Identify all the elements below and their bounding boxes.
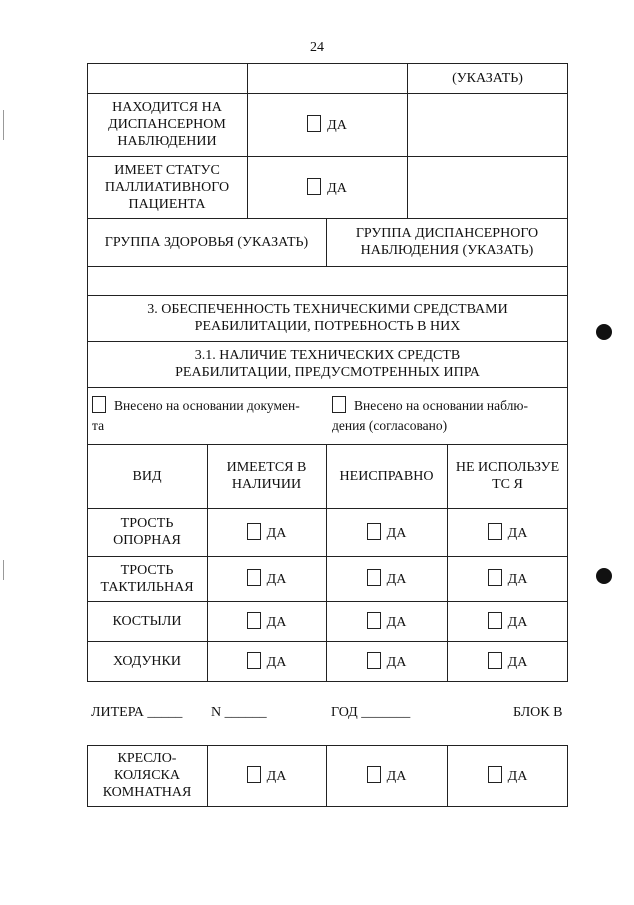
checkbox-square-icon[interactable] bbox=[488, 569, 502, 586]
scan-edge-mark bbox=[3, 560, 4, 580]
litera-field[interactable]: ЛИТЕРА _____ bbox=[91, 705, 183, 720]
section-3-1-title: 3.1. НАЛИЧИЕ ТЕХНИЧЕСКИХ СРЕДСТВ РЕАБИЛИТАЦИИ, ПРЕДУСМОТРЕННЫХ ИПРА bbox=[175, 348, 480, 380]
checkbox-square-icon[interactable] bbox=[367, 612, 381, 629]
header-type: ВИД bbox=[132, 468, 162, 484]
header-not-used: НЕ ИСПОЛЬЗУЕТС Я bbox=[455, 460, 560, 492]
specify-label: (УКАЗАТЬ) bbox=[452, 71, 523, 86]
row-name: ТРОСТЬ ОПОРНАЯ bbox=[113, 516, 181, 548]
wheelchair-check-not-used[interactable]: ДА bbox=[447, 745, 568, 806]
checkbox-square-icon[interactable] bbox=[247, 569, 261, 586]
row-name: ХОДУНКИ bbox=[112, 653, 181, 669]
row-check-not-used[interactable]: ДА bbox=[447, 601, 568, 641]
health-group-label: ГРУППА ЗДОРОВЬЯ (УКАЗАТЬ) bbox=[104, 234, 309, 250]
dispensary-checkbox[interactable]: ДА bbox=[247, 93, 407, 156]
dispensary-label: НАХОДИТСЯ НА ДИСПАНСЕРНОМ НАБЛЮДЕНИИ bbox=[108, 100, 226, 149]
row-check-faulty[interactable]: ДА bbox=[326, 641, 447, 681]
checkbox-square-icon[interactable] bbox=[247, 612, 261, 629]
checkbox-square-icon[interactable] bbox=[488, 612, 502, 629]
punch-hole bbox=[596, 568, 612, 584]
checkbox-square-icon[interactable] bbox=[367, 523, 381, 540]
checkbox-square-icon[interactable] bbox=[332, 396, 346, 413]
wheelchair-check-available[interactable]: ДА bbox=[207, 745, 326, 806]
checkbox-square-icon[interactable] bbox=[367, 652, 381, 669]
row-check-not-used[interactable]: ДА bbox=[447, 641, 568, 681]
row-check-available[interactable]: ДА bbox=[207, 601, 326, 641]
row-check-available[interactable]: ДА bbox=[207, 508, 326, 556]
row-check-faulty[interactable]: ДА bbox=[326, 601, 447, 641]
checkbox-square-icon[interactable] bbox=[247, 523, 261, 540]
row-name: ТРОСТЬ ТАКТИЛЬНАЯ bbox=[100, 562, 194, 595]
section-3-title: 3. ОБЕСПЕЧЕННОСТЬ ТЕХНИЧЕСКИМИ СРЕДСТВАМИ РЕАБИЛИТАЦИИ, ПОТРЕБНОСТЬ В НИХ bbox=[147, 302, 508, 334]
checkbox-square-icon[interactable] bbox=[488, 652, 502, 669]
wheelchair-label: КРЕСЛО-КОЛЯСКА КОМНАТНАЯ bbox=[102, 751, 192, 800]
year-field[interactable]: ГОД _______ bbox=[331, 705, 411, 720]
checkbox-square-icon[interactable] bbox=[307, 178, 321, 195]
dispensary-group-label: ГРУППА ДИСПАНСЕРНОГО НАБЛЮДЕНИЯ (УКАЗАТЬ) bbox=[355, 226, 539, 258]
page-number: 24 bbox=[310, 40, 324, 55]
checkbox-square-icon[interactable] bbox=[247, 652, 261, 669]
checkbox-square-icon[interactable] bbox=[367, 569, 381, 586]
row-check-not-used[interactable]: ДА bbox=[447, 508, 568, 556]
basis-observation-option[interactable]: Внесено на основании наблю- дения (согласовано) bbox=[332, 398, 529, 433]
checkbox-square-icon[interactable] bbox=[307, 115, 321, 132]
checkbox-square-icon[interactable] bbox=[367, 766, 381, 783]
row-check-available[interactable]: ДА bbox=[207, 641, 326, 681]
header-available: ИМЕЕТСЯ В НАЛИЧИИ bbox=[226, 460, 307, 492]
row-check-faulty[interactable]: ДА bbox=[326, 556, 447, 601]
checkbox-square-icon[interactable] bbox=[92, 396, 106, 413]
row-check-available[interactable]: ДА bbox=[207, 556, 326, 601]
checkbox-square-icon[interactable] bbox=[488, 523, 502, 540]
palliative-checkbox[interactable]: ДА bbox=[247, 156, 407, 218]
palliative-label: ИМЕЕТ СТАТУС ПАЛЛИАТИВНОГО ПАЦИЕНТА bbox=[104, 162, 230, 212]
header-faulty: НЕИСПРАВНО bbox=[339, 468, 434, 484]
wheelchair-check-faulty[interactable]: ДА bbox=[326, 745, 447, 806]
row-name: КОСТЫЛИ bbox=[112, 613, 182, 629]
scan-edge-mark bbox=[3, 110, 4, 140]
block-label: БЛОК В bbox=[513, 705, 563, 720]
row-check-faulty[interactable]: ДА bbox=[326, 508, 447, 556]
number-field[interactable]: N ______ bbox=[211, 705, 267, 720]
punch-hole bbox=[596, 324, 612, 340]
row-check-not-used[interactable]: ДА bbox=[447, 556, 568, 601]
basis-document-option[interactable]: Внесено на основании докумен- та bbox=[92, 398, 300, 433]
checkbox-square-icon[interactable] bbox=[488, 766, 502, 783]
checkbox-square-icon[interactable] bbox=[247, 766, 261, 783]
